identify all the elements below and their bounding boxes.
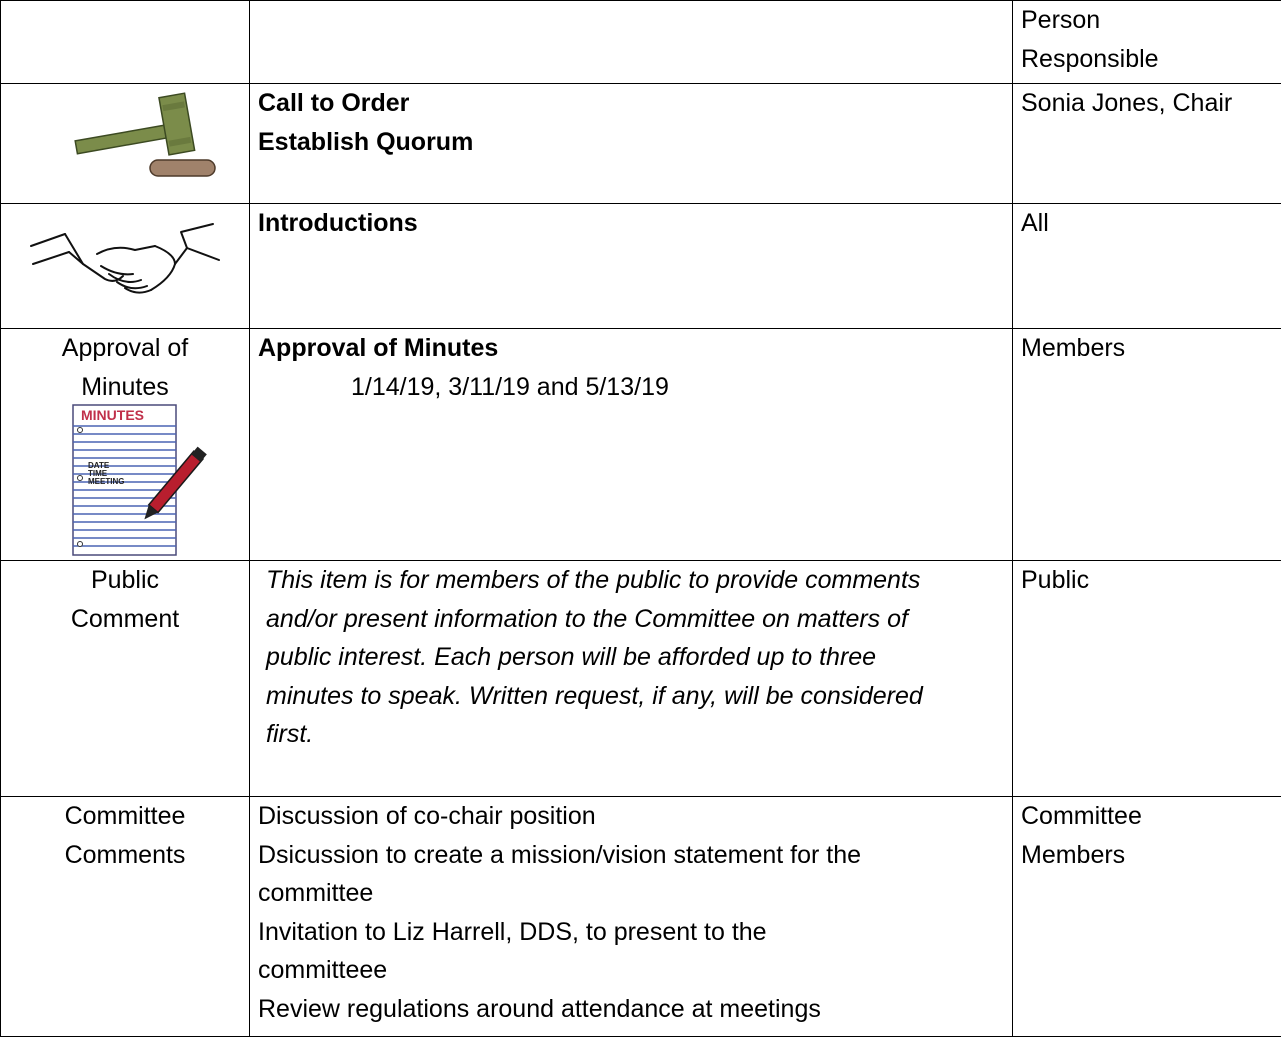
row-label-cell [1, 329, 250, 561]
person-line: Committee [1021, 797, 1273, 836]
row-label-line: Committee [9, 797, 241, 836]
title-line: Introductions [258, 204, 1004, 243]
minutes-dates: 1/14/19, 3/11/19 and 5/13/19 [258, 368, 1004, 407]
minutes-time-text: TIME [88, 469, 108, 478]
header-cell-blank-1 [1, 1, 250, 84]
list-item: Discussion of co-chair position [258, 797, 1004, 836]
agenda-row-approval-of-minutes [1, 329, 1281, 561]
title-line: Approval of Minutes [258, 329, 1004, 368]
row-title-cell [250, 561, 1013, 797]
person-line: Public [1021, 561, 1273, 600]
row-title-cell [250, 329, 1013, 561]
person-line: Members [1021, 836, 1273, 875]
row-label-cell [1, 561, 250, 797]
minutes-notepad-icon [72, 404, 207, 556]
row-label-line: Comments [9, 836, 241, 875]
handshake-icon [25, 204, 225, 304]
header-person-responsible [1013, 1, 1281, 84]
person-line: Members [1021, 329, 1273, 368]
agenda-row-call-to-order [1, 84, 1281, 204]
minutes-heading-text: MINUTES [81, 407, 144, 423]
list-item: Dsicussion to create a mission/vision statement for the committee [258, 836, 978, 913]
minutes-date-text: DATE [88, 461, 110, 470]
agenda-row-public-comment [1, 561, 1281, 797]
row-person-cell [1013, 329, 1281, 561]
row-person-cell [1013, 204, 1281, 329]
header-cell-blank-2 [250, 1, 1013, 84]
row-person-cell [1013, 84, 1281, 204]
row-label-line: Minutes [9, 368, 241, 407]
row-label-line: Comment [9, 600, 241, 639]
title-line: Establish Quorum [258, 123, 1004, 162]
gavel-icon [15, 84, 235, 194]
row-label-cell [1, 797, 250, 1037]
minutes-meeting-text: MEETING [88, 477, 124, 486]
agenda-row-committee-comments [1, 797, 1281, 1037]
row-title-cell [250, 797, 1013, 1037]
row-person-cell [1013, 797, 1281, 1037]
row-title-cell [250, 84, 1013, 204]
person-line: Sonia Jones, Chair [1021, 84, 1273, 123]
title-line: Call to Order [258, 84, 1004, 123]
row-icon-cell [1, 204, 250, 329]
list-item: Invitation to Liz Harrell, DDS, to present to the committeee [258, 913, 898, 990]
public-comment-text: This item is for members of the public to provide comments and/or present information to the Committee on matters of public interest. Each person will be afforded up to three minutes to speak. Written request, if any, will be considered first. [258, 561, 958, 754]
row-person-cell [1013, 561, 1281, 797]
row-label-line: Approval of [9, 329, 241, 368]
table-header-row [1, 1, 1281, 84]
agenda-row-introductions [1, 204, 1281, 329]
row-icon-cell [1, 84, 250, 204]
person-line: All [1021, 204, 1273, 243]
row-title-cell [250, 204, 1013, 329]
list-item: Review regulations around attendance at meetings [258, 990, 1004, 1029]
row-label-line: Public [9, 561, 241, 600]
header-person-responsible-label: Person Responsible [1021, 1, 1171, 78]
